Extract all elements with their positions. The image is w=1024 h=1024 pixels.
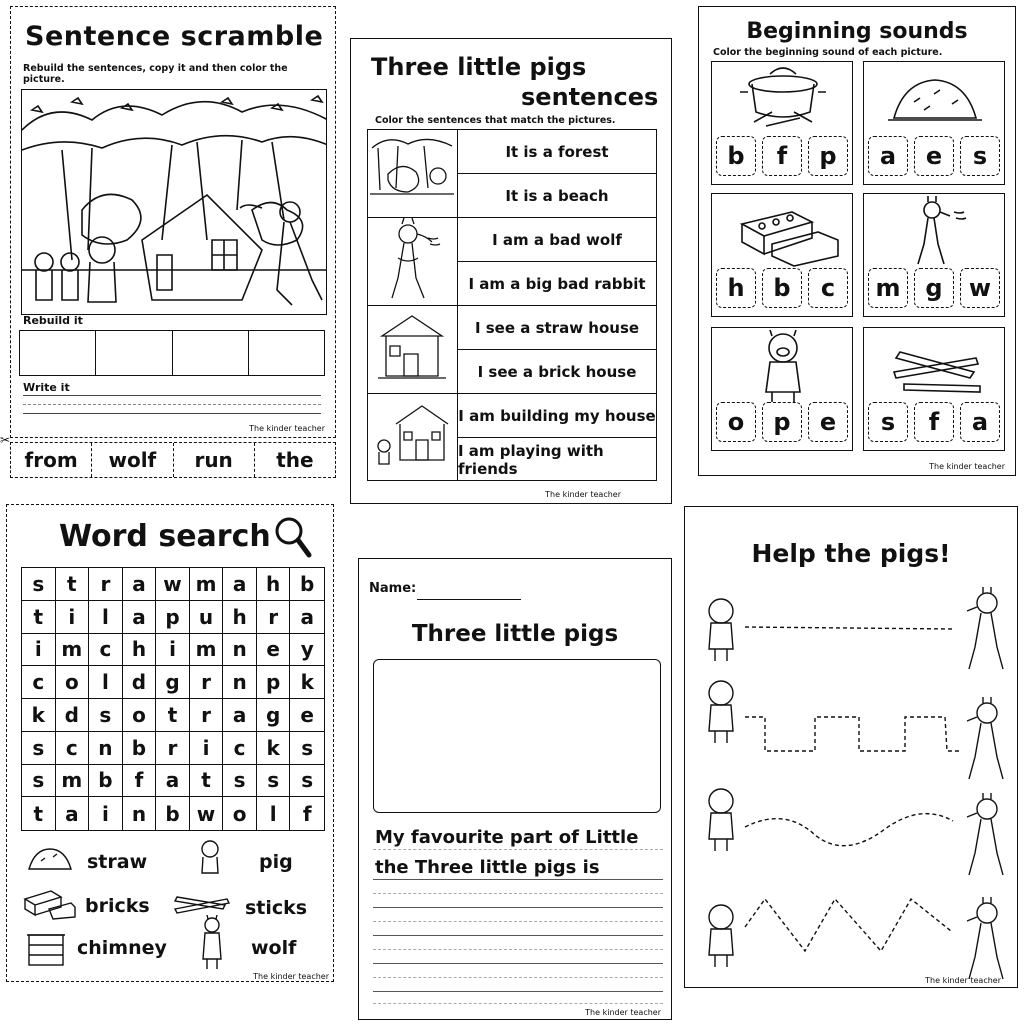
letter-cell[interactable]: s	[22, 732, 56, 765]
chimney-icon	[25, 929, 67, 969]
rebuild-label: Rebuild it	[23, 314, 83, 327]
letter-cell[interactable]: r	[190, 699, 224, 732]
writing-line[interactable]	[373, 907, 663, 908]
straight-trace-line[interactable]	[745, 627, 953, 629]
letter-choice[interactable]: b	[716, 136, 756, 176]
letter-cell[interactable]: h	[223, 601, 257, 634]
letter-cell[interactable]: n	[89, 732, 123, 765]
letter-choice[interactable]: h	[716, 268, 756, 308]
letter-cell[interactable]: d	[123, 666, 157, 699]
letter-cell[interactable]: i	[22, 634, 56, 667]
pig-icon	[709, 599, 733, 661]
tracing-paths	[685, 507, 1019, 989]
letter-choice[interactable]: s	[868, 402, 908, 442]
letter-cell[interactable]: a	[223, 568, 257, 601]
letter-choice[interactable]: c	[808, 268, 848, 308]
pig-icon	[712, 328, 854, 404]
letter-cell[interactable]: m	[190, 568, 224, 601]
sheet-title-line2: sentences	[521, 83, 659, 111]
letter-cell[interactable]: a	[123, 601, 157, 634]
letter-cell[interactable]: m	[56, 634, 90, 667]
bricks-icon	[712, 194, 854, 270]
letter-cell[interactable]: n	[223, 666, 257, 699]
letter-choice[interactable]: e	[914, 136, 954, 176]
letter-cell[interactable]: t	[156, 699, 190, 732]
letter-cell[interactable]: c	[56, 732, 90, 765]
letter-cell[interactable]: i	[156, 634, 190, 667]
letter-cell[interactable]: a	[56, 797, 90, 830]
letter-cell[interactable]: m	[56, 765, 90, 798]
letter-cell[interactable]: b	[89, 765, 123, 798]
rebuild-box[interactable]	[173, 331, 249, 375]
word-search-grid[interactable]	[21, 567, 325, 831]
bricks-icon	[21, 887, 77, 921]
sheet-title: Help the pigs!	[751, 539, 951, 568]
letter-cell[interactable]: y	[290, 634, 324, 667]
letter-choice[interactable]: m	[868, 268, 908, 308]
letter-choice[interactable]: o	[716, 402, 756, 442]
cut-out-words	[10, 442, 336, 478]
letter-cell[interactable]: k	[22, 699, 56, 732]
letter-cell[interactable]: a	[290, 601, 324, 634]
letter-cell[interactable]: s	[223, 765, 257, 798]
pig-icon	[709, 789, 733, 851]
writing-line[interactable]	[373, 935, 663, 936]
letter-choice[interactable]: p	[762, 402, 802, 442]
sentence-option[interactable]: It is a forest	[458, 130, 656, 174]
footer-credit: The kinder teacher	[545, 490, 621, 499]
letter-choice[interactable]: p	[808, 136, 848, 176]
letter-cell[interactable]: f	[123, 765, 157, 798]
straw-pile-icon	[864, 62, 1006, 132]
instruction-text: Color the beginning sound of each picture.	[713, 47, 943, 58]
sheet-title: Sentence scramble	[25, 21, 324, 52]
instruction-text: Color the sentences that match the pictures.	[375, 115, 616, 126]
letter-cell[interactable]: h	[257, 568, 291, 601]
letter-cell[interactable]: b	[290, 568, 324, 601]
letter-cell[interactable]: w	[156, 568, 190, 601]
letter-cell[interactable]: g	[257, 699, 291, 732]
pot-on-fire-icon	[712, 62, 854, 132]
letter-cell[interactable]: d	[56, 699, 90, 732]
letter-cell[interactable]: i	[89, 797, 123, 830]
sentence-scramble-sheet	[10, 6, 336, 438]
wolf-icon	[967, 587, 1003, 669]
sound-cell	[711, 61, 853, 185]
letter-cell[interactable]: h	[123, 634, 157, 667]
writing-guide-line	[23, 404, 321, 405]
prompt-line1: My favourite part of Little	[375, 827, 639, 848]
letter-cell[interactable]: t	[22, 797, 56, 830]
letter-cell[interactable]: t	[56, 568, 90, 601]
letter-choice[interactable]: s	[960, 136, 1000, 176]
sheet-title: Word search	[59, 519, 271, 554]
sound-cell	[863, 193, 1005, 317]
word-list-item: straw	[87, 851, 148, 873]
letter-cell[interactable]: o	[56, 666, 90, 699]
magnifying-glass-icon	[273, 515, 313, 559]
rebuild-box[interactable]	[249, 331, 324, 375]
letter-cell[interactable]: b	[123, 732, 157, 765]
word-search-sheet	[6, 504, 334, 982]
letter-cell[interactable]: i	[190, 732, 224, 765]
letter-cell[interactable]: r	[257, 601, 291, 634]
wolf-icon	[197, 915, 227, 971]
letter-cell[interactable]: s	[257, 765, 291, 798]
letter-cell[interactable]: k	[257, 732, 291, 765]
letter-cell[interactable]: n	[123, 797, 157, 830]
letter-choice[interactable]: w	[960, 268, 1000, 308]
sound-cell	[711, 193, 853, 317]
letter-cell[interactable]: l	[89, 601, 123, 634]
writing-guide-line	[373, 921, 663, 922]
sound-cell	[711, 327, 853, 451]
letter-choice[interactable]: a	[868, 136, 908, 176]
pig-icon	[709, 905, 733, 967]
letter-cell[interactable]: r	[156, 732, 190, 765]
sound-cell	[863, 61, 1005, 185]
writing-guide-line	[373, 1003, 663, 1004]
letter-cell[interactable]: w	[190, 797, 224, 830]
wolf-icon	[967, 897, 1003, 979]
pig-icon	[709, 681, 733, 743]
word-list-item: sticks	[245, 897, 308, 919]
writing-guide-line	[373, 893, 663, 894]
letter-cell[interactable]: p	[257, 666, 291, 699]
letter-choice[interactable]: e	[808, 402, 848, 442]
footer-credit: The kinder teacher	[925, 976, 1001, 985]
letter-cell[interactable]: k	[290, 666, 324, 699]
footer-credit: The kinder teacher	[585, 1008, 661, 1017]
writing-guide-line	[373, 977, 663, 978]
letter-cell[interactable]: a	[223, 699, 257, 732]
letter-cell[interactable]: o	[223, 797, 257, 830]
sentence-option[interactable]: I am a bad wolf	[458, 218, 656, 262]
letter-cell[interactable]: c	[89, 634, 123, 667]
word-card[interactable]: run	[174, 443, 255, 477]
letter-cell[interactable]: n	[223, 634, 257, 667]
sticks-icon	[864, 328, 1006, 404]
letter-choice[interactable]: g	[914, 268, 954, 308]
letter-cell[interactable]: s	[290, 732, 324, 765]
beginning-sounds-sheet	[698, 6, 1016, 476]
sentence-option[interactable]: I am building my house	[458, 394, 656, 438]
rebuild-box[interactable]	[20, 331, 96, 375]
write-label: Write it	[23, 381, 70, 394]
letter-cell[interactable]: p	[156, 601, 190, 634]
writing-line[interactable]	[23, 395, 321, 396]
writing-line[interactable]	[23, 413, 321, 414]
sentence-option[interactable]: I am playing with friends	[458, 442, 604, 478]
writing-line[interactable]	[373, 991, 663, 992]
footer-credit: The kinder teacher	[253, 972, 329, 981]
letter-cell[interactable]: m	[190, 634, 224, 667]
letter-cell[interactable]: a	[123, 568, 157, 601]
footer-credit: The kinder teacher	[929, 462, 1005, 471]
letter-cell[interactable]: f	[302, 801, 312, 826]
letter-cell[interactable]: s	[89, 699, 123, 732]
letter-cell[interactable]: c	[22, 666, 56, 699]
writing-line[interactable]	[373, 879, 663, 880]
straw-pile-icon	[25, 845, 75, 873]
name-label: Name:	[369, 581, 417, 596]
letter-cell[interactable]: i	[56, 601, 90, 634]
word-list-item: bricks	[85, 895, 150, 917]
letter-choice[interactable]: f	[914, 402, 954, 442]
rebuild-box[interactable]	[96, 331, 172, 375]
house-with-pig-icon	[368, 394, 458, 480]
word-list-item: pig	[259, 851, 293, 873]
sentence-option[interactable]: It is a beach	[458, 174, 656, 218]
letter-cell[interactable]: t	[22, 601, 56, 634]
letter-choice[interactable]: b	[762, 268, 802, 308]
square-wave-trace-line[interactable]	[745, 717, 961, 751]
name-input-line[interactable]	[417, 599, 521, 600]
sound-cell	[863, 327, 1005, 451]
word-card[interactable]: wolf	[92, 443, 173, 477]
sentence-match-grid	[367, 129, 657, 481]
curvy-trace-line[interactable]	[745, 814, 953, 846]
wolf-icon	[967, 793, 1003, 875]
word-list-item: wolf	[251, 937, 297, 959]
letter-cell[interactable]: e	[290, 699, 324, 732]
letter-cell[interactable]: c	[223, 732, 257, 765]
sheet-title: Beginning sounds	[746, 19, 968, 44]
sheet-title-line1: Three little pigs	[371, 53, 587, 81]
letter-cell[interactable]: s	[22, 568, 56, 601]
sentence-option[interactable]: I am a big bad rabbit	[458, 262, 656, 306]
letter-cell[interactable]: l	[89, 666, 123, 699]
letter-cell[interactable]: s	[290, 765, 324, 798]
letter-cell[interactable]: u	[190, 601, 224, 634]
favourite-part-sheet	[358, 558, 672, 1020]
rebuild-boxes[interactable]	[19, 330, 325, 376]
letter-cell[interactable]: g	[156, 666, 190, 699]
zigzag-trace-line[interactable]	[745, 899, 951, 951]
sentence-option[interactable]: I see a straw house	[458, 306, 656, 350]
letter-cell[interactable]: a	[156, 765, 190, 798]
wolf-icon	[368, 218, 458, 306]
sheet-title: Three little pigs	[411, 621, 619, 647]
letter-cell[interactable]: t	[190, 765, 224, 798]
drawing-box[interactable]	[373, 659, 661, 813]
writing-line[interactable]	[373, 963, 663, 964]
sentence-option[interactable]: I see a brick house	[458, 350, 656, 394]
letter-cell[interactable]: e	[257, 634, 291, 667]
word-list-item: chimney	[77, 937, 167, 959]
pigs-sentences-sheet	[350, 38, 672, 504]
letter-cell[interactable]: s	[22, 765, 56, 798]
pig-icon	[197, 839, 223, 879]
scissors-icon: ✂	[0, 433, 11, 447]
letter-choice[interactable]: f	[762, 136, 802, 176]
letter-cell[interactable]: l	[257, 797, 291, 830]
letter-cell[interactable]: r	[89, 568, 123, 601]
letter-cell[interactable]: r	[190, 666, 224, 699]
help-the-pigs-sheet	[684, 506, 1018, 988]
footer-credit: The kinder teacher	[249, 424, 325, 433]
prompt-line2: the Three little pigs is	[375, 857, 600, 878]
letter-choice[interactable]: a	[960, 402, 1000, 442]
instruction-text: Rebuild the sentences, copy it and then color the picture.	[23, 63, 288, 85]
forest-scene-drawing	[22, 90, 327, 315]
forest-scene-image	[21, 89, 327, 315]
writing-guide-line	[373, 849, 663, 850]
forest-icon	[368, 130, 458, 218]
letter-cell[interactable]: b	[156, 797, 190, 830]
wolf-icon	[864, 194, 1006, 270]
letter-cell[interactable]: o	[123, 699, 157, 732]
writing-guide-line	[373, 949, 663, 950]
word-card[interactable]: the	[276, 448, 314, 472]
word-card[interactable]: from	[11, 443, 92, 477]
wolf-icon	[967, 697, 1003, 779]
straw-house-icon	[368, 306, 458, 394]
